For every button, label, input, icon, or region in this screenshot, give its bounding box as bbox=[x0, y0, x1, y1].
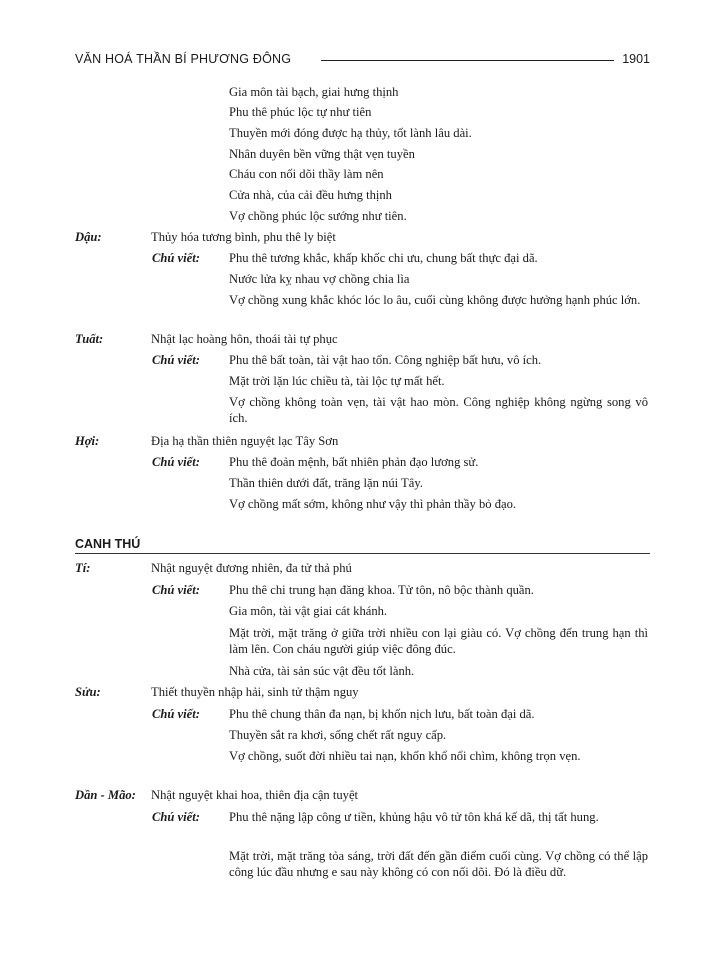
intro-line: Thuyền mới đóng được hạ thủy, tốt lành lâu dài. bbox=[229, 126, 472, 140]
note-text: Phu thê chi trung hạn đăng khoa. Tử tôn, nô bộc thành quần. bbox=[229, 583, 534, 597]
note-text: Phu thê chung thân đa nạn, bị khốn nịch lưu, bất toàn đại dã. bbox=[229, 707, 535, 721]
note-label: Chú viết: bbox=[152, 455, 200, 469]
intro-line: Cửa nhà, của cải đều hưng thịnh bbox=[229, 188, 392, 202]
entry-verse: Thủy hóa tương bình, phu thê ly biệt bbox=[151, 230, 336, 244]
note-label: Chú viết: bbox=[152, 353, 200, 367]
note-line: Vợ chồng xung khắc khóc lóc lo âu, cuối cùng không được hưởng hạnh phúc lớn. bbox=[229, 293, 641, 307]
note-line: Vợ chồng, suốt đời nhiều tai nạn, khốn khổ nổi chìm, không trọn vẹn. bbox=[229, 749, 581, 763]
note-line: Mặt trời, mặt trăng tỏa sáng, trời đất đến gần điểm cuối cùng. Vợ chồng có thể lập công lúc đầu nhưng e sau này không có con nối dõi. Đó là điều dữ. bbox=[229, 849, 648, 879]
note-line: Vợ chồng không toàn vẹn, tài vật hao mòn. Công nghiệp không ngừng song vô ích. bbox=[229, 395, 648, 425]
entry-label-dan-mao: Dần - Mão: bbox=[75, 788, 136, 802]
note-line: Gia môn, tài vật giai cát khánh. bbox=[229, 604, 388, 618]
note-line: Nước lửa kỵ nhau vợ chồng chia lìa bbox=[229, 272, 410, 286]
note-text: Phu thê bất toàn, tài vật hao tổn. Công nghiệp bất hưu, vô ích. bbox=[229, 353, 542, 367]
intro-line: Cháu con nối dõi thầy làm nên bbox=[229, 167, 384, 181]
note-label: Chú viết: bbox=[152, 583, 200, 597]
note-line: Thuyền sắt ra khơi, sống chết rất nguy cấp. bbox=[229, 728, 447, 742]
entry-label-tuat: Tuất: bbox=[75, 332, 104, 346]
entry-label-hoi: Hợi: bbox=[75, 434, 100, 448]
book-title: VĂN HOÁ THẦN BÍ PHƯƠNG ĐÔNG bbox=[75, 52, 292, 66]
page-number: 1901 bbox=[622, 52, 650, 66]
note-text: Phu thê tương khắc, khấp khốc chi ưu, chung bất thực đại dã. bbox=[229, 251, 538, 265]
note-line: Thần thiên dưới đất, trăng lặn núi Tây. bbox=[229, 476, 423, 490]
note-label: Chú viết: bbox=[152, 707, 200, 721]
note-line: Vợ chồng mất sớm, không như vậy thì phản thầy bỏ đạo. bbox=[229, 497, 517, 511]
entry-verse: Thiết thuyền nhập hải, sinh tử thậm nguy bbox=[151, 685, 359, 699]
entry-label-dau: Dậu: bbox=[75, 230, 102, 244]
intro-line: Gia môn tài bạch, giai hưng thịnh bbox=[229, 85, 399, 99]
entry-verse: Địa hạ thần thiên nguyệt lạc Tây Sơn bbox=[151, 434, 339, 448]
note-text: Phu thê nặng lập công ư tiền, khủng hậu vô tử tôn khá kế dã, thị tất hung. bbox=[229, 810, 599, 824]
running-header bbox=[75, 50, 650, 70]
section-heading: CANH THÚ bbox=[75, 537, 650, 554]
note-line: Mặt trời, mặt trăng ở giữa trời nhiều con lại giàu có. Vợ chồng đến trung hạn thì làm lên. Con cháu người giúp việc đông đúc. bbox=[229, 626, 648, 656]
entry-label-suu: Sửu: bbox=[75, 685, 101, 699]
intro-line: Phu thê phúc lộc tự như tiên bbox=[229, 105, 372, 119]
note-text: Phu thê đoản mệnh, bất nhiên phản đạo lương sử. bbox=[229, 455, 479, 469]
intro-line: Vợ chồng phúc lộc sướng như tiên. bbox=[229, 209, 407, 223]
intro-line: Nhân duyên bền vững thật vẹn tuyền bbox=[229, 147, 415, 161]
note-label: Chú viết: bbox=[152, 810, 200, 824]
entry-verse: Nhật lạc hoàng hôn, thoái tài tự phục bbox=[151, 332, 338, 346]
entry-label-ti: Tí: bbox=[75, 561, 91, 575]
note-line: Mặt trời lặn lúc chiều tà, tài lộc tự mất hết. bbox=[229, 374, 445, 388]
header-rule bbox=[321, 60, 614, 61]
note-label: Chú viết: bbox=[152, 251, 200, 265]
note-line: Nhà cửa, tài sản súc vật đều tốt lành. bbox=[229, 664, 415, 678]
entry-verse: Nhật nguyệt đương nhiên, đa tử thả phú bbox=[151, 561, 352, 575]
entry-verse: Nhật nguyệt khai hoa, thiên địa cận tuyệt bbox=[151, 788, 359, 802]
